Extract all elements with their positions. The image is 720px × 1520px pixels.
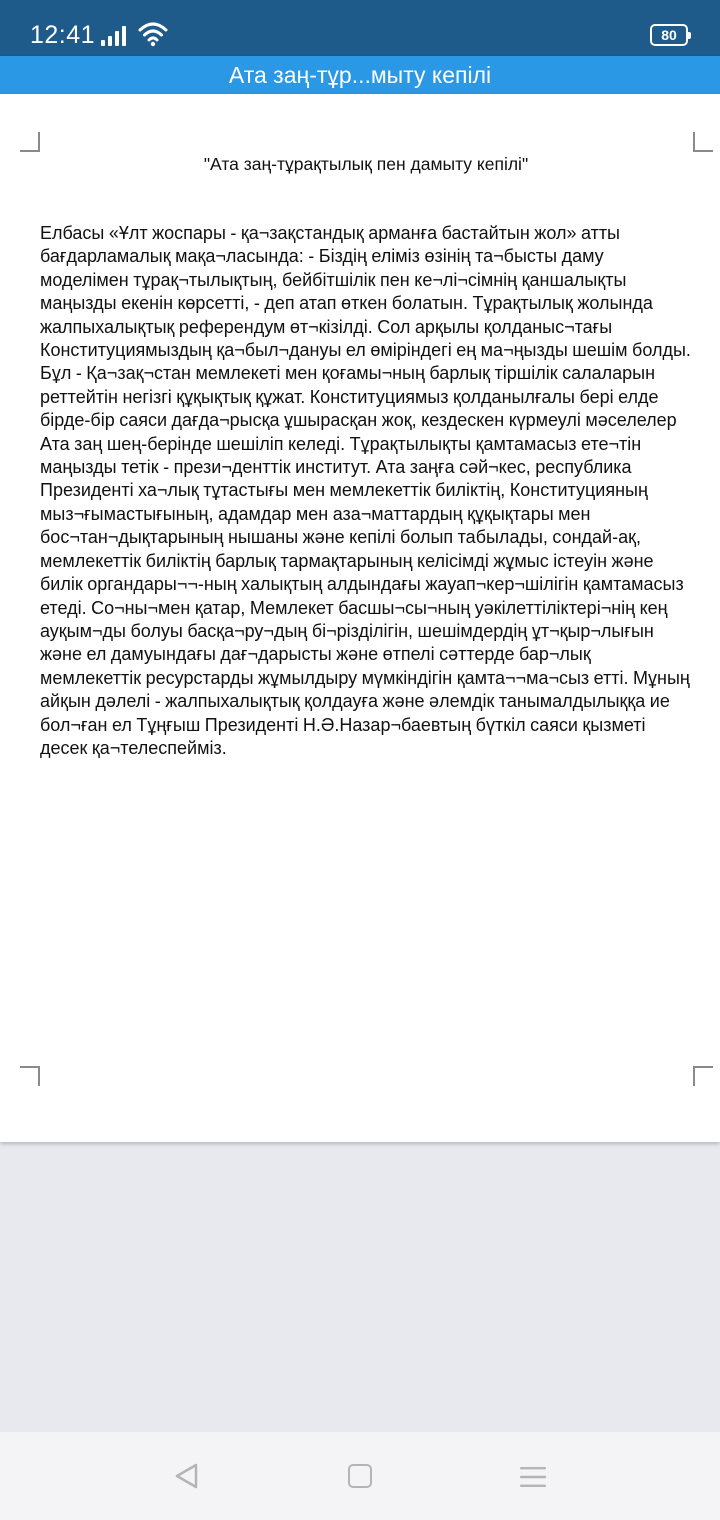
crop-mark-top-left — [20, 132, 40, 152]
document-page[interactable] — [0, 94, 720, 1142]
crop-mark-bottom-right — [693, 1066, 713, 1086]
menu-lines-icon[interactable] — [520, 1466, 546, 1488]
document-body-text: Елбасы «Ұлт жоспары - қа¬зақстандық арманға бастайтын жол» атты бағдарламалық мақа¬ласында: - Біздің еліміз өзінің та¬бысты даму моделімен тұрақ¬тылықтың, бейбітшілік пен ке¬лі¬сімнің қаншалықты маңызды екенін көрсетті, - деп атап өткен болатын. Тұрақтылық жолында жалпыхалықтық референдум өт¬кізілді. Сол арқылы қолданыс¬тағы Конституциямыздың қа¬был¬дануы ел өміріндегі ең ма¬ңызды шешім болды. Бұл - Қа¬зақ¬стан мемлекеті мен қоғамы¬ның барлық тіршілік салаларын реттейтін негізгі құқықтық құжат. Конституциямыз қолданылғалы бері елде бірде-бір саяси дағда¬рысқа ұшырасқан жоқ, кездескен күрмеулі мәселелер Ата заң шең-берінде шешіліп келеді. Тұрақтылықты қамтамасыз ете¬тін маңызды тетік - прези¬денттік институт. Ата заңға сәй¬кес, республика Президенті ха¬лық тұтастығы мен мемлекеттік биліктің, Конституцияның мыз¬ғымастығының, адамдар мен аза¬маттардың құқықтары мен бос¬тан¬дықтарының нышаны және кепілі болып табылады, сондай-ақ, мемлекеттік биліктің барлық тармақтарының келісімді жұмыс істеуін және билік органдары¬¬-ның халықтың алдындағы жауап¬кер¬шілігін қамтамасыз етеді. Со¬ны¬мен қатар, Мемлекет басшы¬сы¬ның уәкілеттіліктері¬нің кең ауқым¬ды болуы басқа¬ру¬дың бі¬різділігін, шешімдердің ұт¬қыр¬лығын және ел дамуындағы дағ¬дарысты және өтпелі сәттерде бар¬лық мемлекеттік ресурстарды жұмылдыру мүмкіндігін қамта¬¬ма¬сыз етті. Мұның айқын дәлелі - жалпыхалықтық қолдауға және әлемдік танымалдылыққа ие бол¬ған ел Тұңғыш Президенті Н.Ә.Назар¬баевтың бүткіл саяси қызметі десек қа¬телеспейміз. — [40, 223, 691, 758]
header-title: Ата заң-тұр...мыту кепілі — [228, 62, 492, 88]
home-square-icon[interactable] — [348, 1464, 372, 1488]
navigation-bar — [0, 1432, 720, 1520]
wifi-icon — [138, 21, 168, 47]
back-triangle-icon[interactable] — [172, 1462, 200, 1490]
document-title-bar — [0, 56, 720, 94]
document-heading: "Ата заң-тұрақтылық пен дамыту кепілі" — [203, 154, 529, 174]
battery-indicator: 80 — [650, 24, 688, 46]
status-bar — [0, 0, 720, 56]
crop-mark-bottom-left — [20, 1066, 40, 1086]
status-time: 12:41 — [30, 21, 96, 49]
signal-bars-icon — [101, 26, 131, 46]
crop-mark-top-right — [693, 132, 713, 152]
